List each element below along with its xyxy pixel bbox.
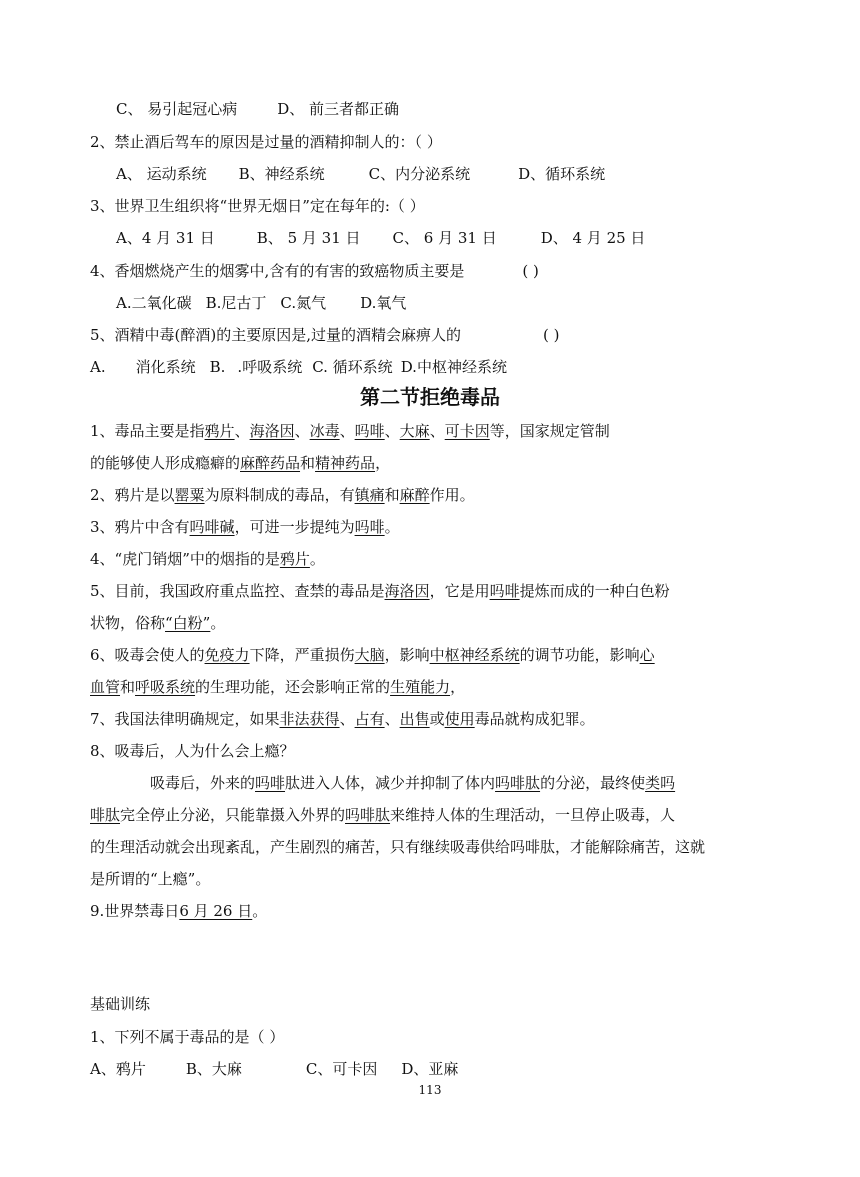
blank-answer: 可卡因 — [444, 422, 490, 440]
blank-answer: 鸦片 — [279, 550, 310, 568]
q5-option-d: D.中枢神经系统 — [400, 358, 507, 376]
q3-option-a: A、4 月 31 日 — [116, 229, 215, 247]
q5-option-a: 消化系统 — [135, 358, 196, 376]
item-text: 的生理功能，还会影响正常的 — [195, 678, 391, 696]
q2-options — [116, 164, 605, 184]
blank-answer: 大麻 — [399, 422, 430, 440]
item-7 — [90, 709, 595, 729]
blank-answer: 生殖能力 — [390, 678, 451, 696]
q4-answer-paren: ( ) — [522, 262, 539, 280]
item-9 — [90, 901, 267, 921]
item-8: 8、吸毒后，人为什么会上瘾？ — [90, 742, 295, 760]
blank-answer: 吗啡 — [255, 774, 286, 792]
training-option-b: B、大麻 — [185, 1060, 242, 1078]
q4-line — [90, 261, 539, 281]
q5-option-b: .呼吸系统 — [237, 358, 303, 376]
training-option-a: A、鸦片 — [90, 1060, 146, 1078]
blank-answer: 吗啡碱 — [189, 518, 235, 536]
blank-answer: “白粉” — [165, 614, 211, 632]
blank-answer: 心 — [639, 646, 655, 664]
item-1-cont — [90, 453, 390, 473]
item-text: 和 — [120, 678, 136, 696]
q2-option-d: D、循环系统 — [518, 165, 606, 183]
item-text: 和 — [384, 486, 400, 504]
item-text: ， — [375, 454, 391, 472]
q1-option-d: D、 前三者都正确 — [277, 100, 400, 118]
q5-answer-paren: ( ) — [543, 326, 560, 344]
item-text: 9.世界禁毒日 — [90, 902, 180, 920]
item-1-text: 等，国家规定管制 — [489, 422, 610, 440]
item-text: 。 — [252, 902, 268, 920]
item-5 — [90, 581, 670, 601]
blank-answer: 大脑 — [354, 646, 385, 664]
item-text: 6、吸毒会使人的 — [90, 646, 205, 664]
training-q1: 1、下列不属于毒品的是（ ） — [90, 1028, 285, 1046]
page-number: 113 — [418, 1083, 442, 1097]
q3-text: 3、世界卫生组织将“世界无烟日”定在每年的:（ ） — [90, 197, 425, 215]
item-text: 为原料制成的毒品，有 — [204, 486, 355, 504]
q3-option-c: C、 6 月 31 日 — [392, 229, 497, 247]
q4-options — [116, 293, 406, 313]
item-text: 吸毒后，外来的 — [150, 774, 256, 792]
separator: 、 — [429, 422, 445, 440]
item-text: ，可进一步提纯为 — [234, 518, 355, 536]
blank-answer: 镇痛 — [354, 486, 385, 504]
q4-text: 4、香烟燃烧产生的烟雾中,含有的有害的致癌物质主要是 — [90, 262, 465, 280]
item-1 — [90, 421, 610, 441]
blank-answer: 罂粟 — [174, 486, 205, 504]
item-text: 完全停止分泌，只能靠摄入外界的 — [120, 806, 346, 824]
item-text: 状物，俗称 — [90, 614, 166, 632]
blank-answer: 占有 — [354, 710, 385, 728]
training-option-c: C、可卡因 — [305, 1060, 378, 1078]
blank-answer: 麻醉药品 — [240, 454, 301, 472]
section-title: 第二节拒绝毒品 — [360, 385, 500, 409]
blank-answer: 麻醉 — [399, 486, 430, 504]
blank-answer: 鸦片 — [204, 422, 235, 440]
item-text: 7、我国法律明确规定，如果 — [90, 710, 280, 728]
blank-answer: 海洛因 — [249, 422, 295, 440]
q3-option-d: D、 4 月 25 日 — [540, 229, 646, 247]
q5-option-b-label: B. — [209, 358, 226, 376]
q3-options — [116, 228, 645, 248]
blank-answer: 出售 — [399, 710, 430, 728]
blank-answer: 吗啡肽 — [345, 806, 391, 824]
blank-answer: 吗啡 — [489, 582, 520, 600]
item-text: 。 — [309, 550, 325, 568]
item-text: 提炼而成的一种白色粉 — [519, 582, 670, 600]
item-text: 的分泌，最终使 — [540, 774, 646, 792]
q4-option-b: B.尼古丁 — [205, 294, 267, 312]
blank-answer: 非法获得 — [279, 710, 340, 728]
item-text: 2、鸦片是以 — [90, 486, 175, 504]
item-text: 下降，严重损伤 — [249, 646, 355, 664]
item-2 — [90, 485, 475, 505]
q5-text: 5、酒精中毒(醉酒)的主要原因是,过量的酒精会麻痹人的 — [90, 326, 462, 344]
q1-option-c: C、 易引起冠心病 — [116, 100, 238, 118]
item-text: 和 — [300, 454, 316, 472]
item-text: 的能够使人形成瘾癖的 — [90, 454, 241, 472]
item-3 — [90, 517, 400, 537]
separator: 、 — [339, 422, 355, 440]
item-text: 4、“虎门销烟”中的烟指的是 — [90, 550, 280, 568]
blank-answer: 免疫力 — [204, 646, 250, 664]
q2-option-c: C、内分泌系统 — [368, 165, 471, 183]
q5-option-c: C. 循环系统 — [312, 358, 393, 376]
item-text: 或 — [429, 710, 445, 728]
blank-answer: 吗啡肽 — [495, 774, 541, 792]
q5-options — [90, 357, 507, 377]
q4-option-d: D.氧气 — [360, 294, 407, 312]
item-8-para-4: 是所谓的“上瘾”。 — [90, 870, 211, 888]
blank-answer: 使用 — [444, 710, 475, 728]
item-text: 肽进入人体，减少并抑制了体内 — [285, 774, 496, 792]
item-8-para-1 — [150, 773, 675, 793]
blank-answer: 血管 — [90, 678, 121, 696]
separator: 、 — [384, 710, 400, 728]
q2-option-a: A、 运动系统 — [116, 165, 207, 183]
q1-options-line — [116, 99, 399, 119]
separator: 、 — [339, 710, 355, 728]
item-text: 的调节功能，影响 — [519, 646, 640, 664]
item-6-cont — [90, 677, 465, 697]
item-4 — [90, 549, 325, 569]
q4-option-c: C.氮气 — [280, 294, 327, 312]
q4-option-a: A.二氧化碳 — [116, 294, 192, 312]
blank-answer: 精神药品 — [315, 454, 376, 472]
blank-answer: 海洛因 — [384, 582, 430, 600]
blank-answer: 6 月 26 日 — [179, 902, 253, 920]
blank-answer: 呼吸系统 — [135, 678, 196, 696]
item-text: 5、目前，我国政府重点监控、查禁的毒品是 — [90, 582, 385, 600]
blank-answer: 类吗 — [645, 774, 676, 792]
q3-option-b: B、 5 月 31 日 — [256, 229, 361, 247]
item-text: 。 — [210, 614, 226, 632]
q2-option-b: B、神经系统 — [238, 165, 325, 183]
blank-answer: 吗啡 — [354, 422, 385, 440]
item-text: ， — [450, 678, 466, 696]
blank-answer: 吗啡 — [354, 518, 385, 536]
separator: 、 — [294, 422, 310, 440]
item-text: 来维持人体的生理活动，一旦停止吸毒，人 — [390, 806, 676, 824]
training-title: 基础训练 — [90, 995, 151, 1013]
training-option-d: D、亚麻 — [401, 1060, 459, 1078]
q5-line — [90, 325, 560, 345]
item-5-cont — [90, 613, 225, 633]
item-text: ，影响 — [384, 646, 430, 664]
blank-answer: 中枢神经系统 — [429, 646, 520, 664]
blank-answer: 啡肽 — [90, 806, 121, 824]
item-8-para-2 — [90, 805, 675, 825]
separator: 、 — [384, 422, 400, 440]
q2-text: 2、禁止酒后驾车的原因是过量的酒精抑制人的：（ ） — [90, 133, 442, 151]
item-1-text: 1、毒品主要是指 — [90, 422, 205, 440]
item-text: 毒品就构成犯罪。 — [474, 710, 595, 728]
q5-option-a-label: A. — [90, 358, 106, 376]
item-8-para-3: 的生理活动就会出现紊乱，产生剧烈的痛苦，只有继续吸毒供给吗啡肽，才能解除痛苦，这就 — [90, 838, 706, 856]
item-text: ，它是用 — [429, 582, 490, 600]
item-6 — [90, 645, 655, 665]
training-q1-options — [90, 1059, 458, 1079]
separator: 、 — [234, 422, 250, 440]
blank-answer: 冰毒 — [309, 422, 340, 440]
item-text: 。 — [384, 518, 400, 536]
item-text: 作用。 — [429, 486, 475, 504]
item-text: 3、鸦片中含有 — [90, 518, 190, 536]
